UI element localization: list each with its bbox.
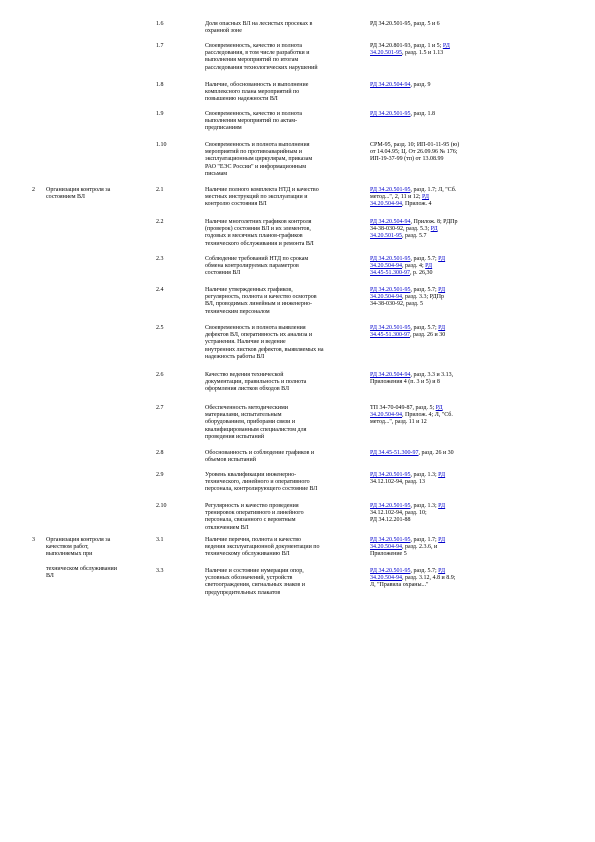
reference-text: ИП-19-37-99 (тп) от 13.08.99 — [370, 156, 444, 163]
item-number: 1.9 — [156, 111, 164, 117]
item-description — [205, 503, 365, 532]
reference-text: , Прилож. 4 — [402, 201, 432, 208]
document-link[interactable]: РД — [438, 537, 446, 543]
reference-text: ТП 34-70-049-87, разд. 5; — [370, 405, 436, 411]
reference-line — [370, 479, 512, 486]
reference-cell — [370, 472, 512, 486]
item-description — [205, 21, 365, 35]
item-description-line: Своевременность, качество и полнота — [205, 43, 303, 49]
reference-text: , разд. 9 — [410, 82, 431, 88]
item-number: 2.4 — [156, 287, 164, 293]
document-link[interactable]: РД — [438, 472, 446, 478]
reference-line — [370, 551, 512, 558]
item-number: 1.7 — [156, 43, 164, 49]
reference-line — [370, 156, 512, 163]
reference-line — [370, 450, 512, 457]
reference-line — [370, 270, 512, 277]
item-description-line: отключением ВЛ — [205, 524, 249, 531]
document-link[interactable]: РД 34.20.501-95 — [370, 287, 411, 293]
section-title-line: ВЛ — [46, 573, 54, 580]
item-description-line: персонала, связанного с вероятным — [205, 517, 296, 524]
reference-text: Л, "Правила охраны..." — [370, 582, 429, 589]
reference-text: , разд. 26 и 30 — [418, 450, 454, 456]
reference-cell — [370, 372, 512, 386]
reference-line — [370, 187, 512, 194]
item-description-line: внутренних листков дефектов, выявляемых на — [205, 346, 324, 353]
document-link[interactable]: РД — [442, 43, 450, 49]
reference-line — [370, 287, 512, 294]
item-number: 2.2 — [156, 219, 164, 225]
document-link[interactable]: 34.20.504-94 — [370, 294, 402, 301]
item-description-line: Доля опасных ВЛ на лесистых просеках в — [205, 21, 313, 27]
document-link[interactable]: РД — [438, 568, 446, 574]
item-number: 2.9 — [156, 472, 164, 478]
document-link[interactable]: РД — [422, 194, 429, 201]
reference-text: , разд. 5.7; — [410, 325, 439, 331]
document-link[interactable]: 34.45-51.300-97 — [370, 332, 410, 339]
document-link[interactable]: РД — [430, 226, 438, 233]
item-description — [205, 43, 365, 72]
reference-line — [370, 517, 512, 524]
item-description — [205, 187, 365, 209]
item-description-line: материалами, испытательным — [205, 412, 282, 419]
reference-cell — [370, 325, 512, 339]
reference-text: , разд. 1.7; Л, "Сб. — [410, 187, 457, 193]
item-description-line: объемов испытаний — [205, 457, 256, 464]
document-link[interactable]: 34.20.504-94 — [370, 575, 402, 582]
document-link[interactable]: РД 34.45-51.300-97 — [370, 450, 419, 456]
item-description — [205, 325, 365, 361]
reference-line — [370, 21, 512, 28]
document-link[interactable]: РД — [425, 263, 433, 270]
reference-text: 34.12.102-94, разд. 13 — [370, 479, 425, 486]
reference-text: 34-38-030-92, разд. 5 — [370, 301, 423, 308]
item-description-line: устранения. Наличие и ведение — [205, 339, 286, 346]
reference-line — [370, 412, 512, 419]
reference-line — [370, 43, 512, 50]
reference-cell — [370, 450, 512, 457]
item-number: 2.5 — [156, 325, 164, 331]
item-description-line: выполнения мероприятий по актам- — [205, 118, 298, 125]
reference-cell — [370, 111, 512, 118]
item-number: 1.6 — [156, 21, 164, 27]
item-description-line: выполнения мероприятий по итогам — [205, 57, 299, 64]
item-number: 1.8 — [156, 82, 164, 88]
document-link[interactable]: РД — [438, 325, 446, 331]
reference-text: , разд. 5.7; — [410, 568, 439, 574]
reference-line — [370, 537, 512, 544]
reference-cell — [370, 142, 512, 164]
reference-line — [370, 294, 512, 301]
item-description-line: Наличие утвержденных графиков, — [205, 287, 293, 293]
reference-line — [370, 233, 512, 240]
document-link[interactable]: 34.20.501-95 — [370, 50, 402, 57]
document-link[interactable]: РД 34.20.501-95 — [370, 325, 411, 331]
item-description-line: состояния ВЛ — [205, 270, 241, 277]
reference-text: , разд. 5.7; — [410, 287, 439, 293]
reference-line — [370, 226, 512, 233]
section-title-line: качеством работ, — [46, 544, 89, 551]
reference-text: , р. 26,30 — [410, 270, 433, 277]
reference-text: , разд. 3.12, 4.8 и 8.9; — [402, 575, 456, 582]
item-description-line: повышению надежности ВЛ — [205, 96, 278, 103]
document-link[interactable]: 34.20.504-94 — [370, 412, 402, 419]
item-description-line: оборудованием, приборами связи и — [205, 419, 296, 426]
item-description-line: Наличие, обоснованность и выполнение — [205, 82, 309, 88]
section-number: 2 — [32, 187, 35, 193]
reference-cell — [370, 21, 512, 28]
reference-text: Приложение 5 — [370, 551, 407, 558]
item-description — [205, 219, 365, 248]
document-link[interactable]: РД 34.20.501-95 — [370, 256, 411, 262]
document-link[interactable]: РД 34.20.504-94 — [370, 82, 411, 88]
item-description-line: тренировок оперативного и линейного — [205, 510, 304, 517]
item-number: 2.3 — [156, 256, 164, 262]
document-link[interactable]: РД — [438, 287, 446, 293]
item-description-line: техническим персоналом — [205, 308, 270, 315]
item-description-line: (проверок) состояния ВЛ и их элементов, — [205, 226, 311, 233]
item-description-line: Своевременность и полнота выявления — [205, 325, 306, 331]
item-description-line: технического обслуживания и ремонта ВЛ — [205, 240, 314, 247]
item-description-line: комплексного плана мероприятий по — [205, 89, 300, 96]
item-description-line: ВЛ, проводимых линейным и инженерно- — [205, 301, 313, 308]
document-link[interactable]: РД 34.20.501-95 — [370, 472, 411, 478]
section-number: 3 — [32, 537, 35, 543]
reference-text: , разд. 3.3; РДПр — [402, 294, 444, 301]
reference-line — [370, 111, 512, 118]
reference-text: , разд. 1.3; — [410, 472, 439, 478]
item-description — [205, 472, 365, 494]
item-description — [205, 256, 365, 278]
item-number: 2.1 — [156, 187, 164, 193]
document-link[interactable]: 34.20.504-94 — [370, 201, 402, 208]
item-description — [205, 405, 365, 441]
document-link[interactable]: РД 34.20.501-95 — [370, 503, 411, 509]
item-description — [205, 372, 365, 394]
document-link[interactable]: РД 34.20.501-95 — [370, 111, 411, 117]
reference-cell — [370, 43, 512, 57]
reference-text: РД 34.20.801-93, разд. 1 и 5; — [370, 43, 443, 49]
item-number: 3.1 — [156, 537, 164, 543]
document-link[interactable]: 34.20.501-95 — [370, 233, 402, 240]
item-description-line: контролю состояния ВЛ — [205, 201, 267, 208]
reference-line — [370, 263, 512, 270]
reference-text: , Прилож. 4; Л, "Сб. — [402, 412, 453, 419]
reference-text: , разд. 2.3.6, и — [402, 544, 438, 551]
reference-cell — [370, 219, 512, 241]
item-description-line: ведения эксплуатационной документации по — [205, 544, 320, 551]
reference-cell — [370, 537, 512, 559]
document-link[interactable]: РД 34.20.501-95 — [370, 568, 411, 574]
item-description-line: Регулярность и качество проведения — [205, 503, 299, 509]
item-description — [205, 111, 365, 133]
item-number: 1.10 — [156, 142, 167, 148]
item-description-line: годовых и месячных планов-графиков — [205, 233, 303, 240]
reference-line — [370, 301, 512, 308]
item-description-line: письмам — [205, 170, 228, 177]
reference-cell — [370, 405, 512, 427]
document-link[interactable]: РД — [438, 503, 446, 509]
document-link[interactable]: 34.20.504-94 — [370, 263, 402, 270]
item-description-line: Своевременность и полнота выполнения — [205, 142, 310, 148]
item-description-line: проведения испытаний — [205, 433, 265, 440]
item-number: 2.6 — [156, 372, 164, 378]
reference-text: 34-38-030-92, разд. 5.3; — [370, 226, 431, 233]
reference-text: , разд. 1.3; — [410, 503, 439, 509]
reference-cell — [370, 256, 512, 278]
document-link[interactable]: РД — [435, 405, 443, 411]
item-description-line: технического, линейного и оперативного — [205, 479, 310, 486]
section-title — [46, 537, 144, 580]
item-number: 2.7 — [156, 405, 164, 411]
reference-text: , Прилож. 8; РДПр — [410, 219, 458, 225]
item-description-line: Качество ведения технической — [205, 372, 284, 378]
reference-text: , разд. 5.7; — [410, 256, 439, 262]
item-description-line: Своевременность, качество и полнота — [205, 111, 303, 117]
item-description-line: регулярность, полнота и качество осмотров — [205, 294, 317, 301]
section-title-line: выполняемых при — [46, 551, 93, 558]
reference-text: , разд. 1.5 и 1.13 — [402, 50, 444, 57]
item-description — [205, 537, 365, 559]
item-description-line: документации, правильность и полнота — [205, 379, 307, 386]
section-title-line: Организация контроля за — [46, 537, 111, 543]
reference-line — [370, 582, 512, 589]
reference-line — [370, 379, 512, 386]
item-description — [205, 82, 365, 104]
reference-text: метод...", разд. 11 и 12 — [370, 419, 427, 426]
item-description-line: РАО "ЕЭС России" и информационным — [205, 163, 307, 170]
item-description-line: расследования, в том числе разработки и — [205, 50, 310, 57]
reference-line — [370, 503, 512, 510]
section-title-line: техническом обслуживании — [46, 565, 117, 572]
reference-cell — [370, 82, 512, 89]
item-number: 2.8 — [156, 450, 164, 456]
item-description-line: мероприятий по противоаварийным и — [205, 149, 302, 156]
item-description-line: охранной зоне — [205, 28, 242, 35]
reference-line — [370, 50, 512, 57]
item-description-line: условных обозначений, устройств — [205, 575, 293, 582]
item-description-line: Наличие и состояние нумерации опор, — [205, 568, 304, 574]
item-description-line: техническому обслуживанию ВЛ — [205, 551, 290, 558]
reference-cell — [370, 287, 512, 309]
document-link[interactable]: РД 34.20.504-94 — [370, 372, 411, 378]
reference-line — [370, 332, 512, 339]
reference-text: , разд. 3.3 и 3.13, — [410, 372, 454, 378]
reference-text: , разд. 5.7 — [402, 233, 427, 240]
section-title-line: состоянием ВЛ — [46, 194, 85, 201]
reference-line — [370, 201, 512, 208]
item-description-line: Соблюдение требований НТД по срокам — [205, 256, 309, 262]
reference-line — [370, 544, 512, 551]
item-description-line: Наличие многолетних графиков контроля — [205, 219, 312, 225]
document-link[interactable]: 34.20.504-94 — [370, 544, 402, 551]
reference-line — [370, 256, 512, 263]
item-description-line: Наличие перечня, полнота и качество — [205, 537, 302, 543]
item-description-line: светоограждения, сигнальных знаков и — [205, 582, 305, 589]
reference-text: , разд. 1.7; — [410, 537, 439, 543]
item-description-line: обмена контролируемых параметров — [205, 263, 299, 270]
reference-line — [370, 510, 512, 517]
reference-text: РД 34.20.501-95, разд. 5 и 6 — [370, 21, 440, 27]
item-description-line: дефектов ВЛ, оперативность их анализа и — [205, 332, 313, 339]
item-description — [205, 287, 365, 316]
reference-line — [370, 568, 512, 575]
reference-line — [370, 472, 512, 479]
item-description-line: Обоснованность и соблюдение графиков и — [205, 450, 315, 456]
item-description-line: Обеспеченность методическими — [205, 405, 289, 411]
reference-cell — [370, 568, 512, 590]
item-description — [205, 568, 365, 597]
reference-cell — [370, 503, 512, 525]
item-description-line: Наличие полного комплекта НТД и качество — [205, 187, 319, 193]
item-description — [205, 142, 365, 178]
reference-cell — [370, 187, 512, 209]
item-description-line: персонала, контролирующего состояние ВЛ — [205, 486, 318, 493]
item-number: 3.3 — [156, 568, 164, 574]
item-description-line: квалифицированным специалистом для — [205, 426, 307, 433]
item-description-line: местных инструкций по эксплуатации и — [205, 194, 308, 201]
reference-line — [370, 82, 512, 89]
item-number: 2.10 — [156, 503, 167, 509]
item-description-line: предупредительных плакатов — [205, 589, 281, 596]
reference-text: СРМ-95, разд. 10; ИП-01-11-95 (ю) — [370, 142, 460, 148]
reference-line — [370, 142, 512, 149]
reference-text: метод...", 2, 11 и 12; — [370, 194, 422, 201]
section-title-line — [46, 559, 144, 566]
reference-line — [370, 575, 512, 582]
reference-text: 34.12.102-94, разд. 10; — [370, 510, 427, 517]
reference-text: , разд. 26 и 30 — [410, 332, 446, 339]
reference-text: от 14.04.95; Ц. От 26.09.96 № 176; — [370, 149, 458, 156]
section-title-line: Организация контроля за — [46, 187, 111, 193]
reference-text: , разд. 1.8 — [410, 111, 435, 117]
reference-text: РД 34.12.201-88 — [370, 517, 411, 524]
item-description-line: эксплуатационным циркулярам, приказам — [205, 156, 313, 163]
document-link[interactable]: РД — [438, 256, 446, 262]
document-link[interactable]: РД 34.20.504-94 — [370, 219, 411, 225]
document-link[interactable]: РД 34.20.501-95 — [370, 537, 411, 543]
document-link[interactable]: РД 34.20.501-95 — [370, 187, 411, 193]
item-description-line: расследования технологических нарушений — [205, 64, 318, 71]
item-description-line: надежность работы ВЛ — [205, 353, 265, 360]
item-description-line: оформления листков обходов ВЛ — [205, 386, 290, 393]
item-description-line: предписаниям — [205, 125, 242, 132]
reference-text: Приложения 4 (п. 3 и 5) и 8 — [370, 379, 440, 386]
reference-line — [370, 194, 512, 201]
reference-line — [370, 219, 512, 226]
reference-text: , разд. 4; — [402, 263, 426, 270]
section-title — [46, 187, 144, 201]
item-description — [205, 450, 365, 464]
item-description-line: Уровень квалификации инженерно- — [205, 472, 297, 478]
document-link[interactable]: 34.45-51.300-97 — [370, 270, 410, 277]
reference-line — [370, 325, 512, 332]
reference-line — [370, 419, 512, 426]
